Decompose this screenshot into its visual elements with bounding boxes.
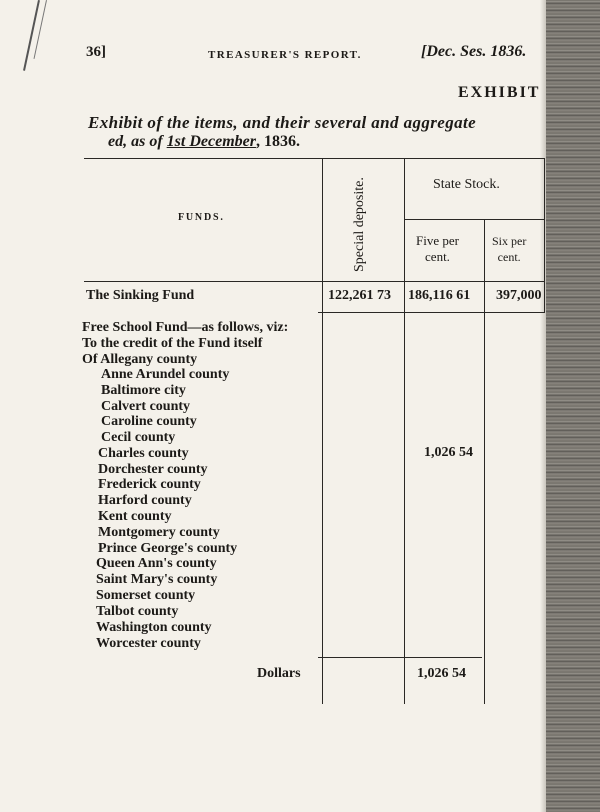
column-rule — [404, 158, 405, 704]
county-row: Cecil county — [101, 430, 176, 445]
page-number: 36] — [86, 44, 106, 60]
column-rule — [544, 158, 545, 313]
total-five-per-cent: 1,026 54 — [417, 666, 466, 681]
exhibit-subtitle-suffix: , 1836. — [255, 133, 300, 150]
special-deposite-header: Special deposite. — [352, 177, 367, 272]
county-row: Frederick county — [98, 477, 201, 492]
county-row: Anne Arundel county — [101, 367, 230, 382]
state-stock-header: State Stock. — [433, 177, 500, 192]
county-row: Dorchester county — [98, 462, 208, 477]
six-header-line2: cent. — [497, 250, 521, 264]
county-row: Montgomery county — [98, 525, 220, 540]
county-row: Calvert county — [101, 399, 191, 414]
five-header-line1: Five per — [416, 233, 459, 248]
county-row: Charles county — [98, 446, 189, 461]
session-label: [Dec. Ses. 1836. — [421, 43, 527, 60]
sinking-fund-label: The Sinking Fund — [86, 288, 195, 303]
column-rule — [322, 158, 323, 704]
exhibit-title: Exhibit of the items, and their several and aggregate — [88, 113, 477, 132]
free-school-line: To the credit of the Fund itself — [82, 336, 263, 351]
exhibit-subtitle — [108, 133, 300, 151]
county-row: Caroline county — [101, 414, 197, 429]
state-stock-rule — [404, 219, 544, 220]
six-header-line1: Six per — [492, 234, 527, 248]
running-title: TREASURER'S REPORT. — [208, 49, 362, 61]
exhibit-date: 1st December — [166, 133, 256, 150]
charles-county-five-per-cent: 1,026 54 — [424, 445, 473, 460]
county-row: Saint Mary's county — [96, 572, 218, 587]
county-row: Washington county — [96, 620, 212, 635]
county-row: Prince George's county — [98, 541, 238, 556]
table-top-rule — [84, 158, 544, 159]
county-row: Worcester county — [96, 636, 201, 651]
exhibit-subtitle-prefix: ed, as of — [108, 133, 167, 150]
sinking-fund-special: 122,261 73 — [328, 288, 391, 303]
scan-binding-edge — [546, 0, 600, 812]
sinking-fund-six: 397,000 — [496, 288, 542, 303]
sinking-fund-five: 186,116 61 — [408, 288, 471, 303]
total-label: Dollars — [257, 666, 301, 681]
sum-rule — [318, 657, 482, 658]
county-row: Baltimore city — [101, 383, 186, 398]
five-header-line2: cent. — [425, 249, 450, 264]
column-rule — [484, 219, 485, 704]
exhibit-label: EXHIBIT — [458, 84, 541, 101]
county-row: Kent county — [98, 509, 172, 524]
sinking-rule — [318, 312, 544, 313]
header-bottom-rule — [84, 281, 544, 282]
county-row: Queen Ann's county — [96, 556, 217, 571]
funds-column-header: FUNDS. — [178, 212, 225, 223]
county-row: Somerset county — [96, 588, 196, 603]
five-per-cent-header — [416, 233, 459, 265]
free-school-line: Free School Fund—as follows, viz: — [82, 320, 289, 335]
free-school-line: Of Allegany county — [82, 352, 198, 367]
county-row: Talbot county — [96, 604, 179, 619]
six-per-cent-header — [492, 233, 526, 265]
county-row: Harford county — [98, 493, 192, 508]
